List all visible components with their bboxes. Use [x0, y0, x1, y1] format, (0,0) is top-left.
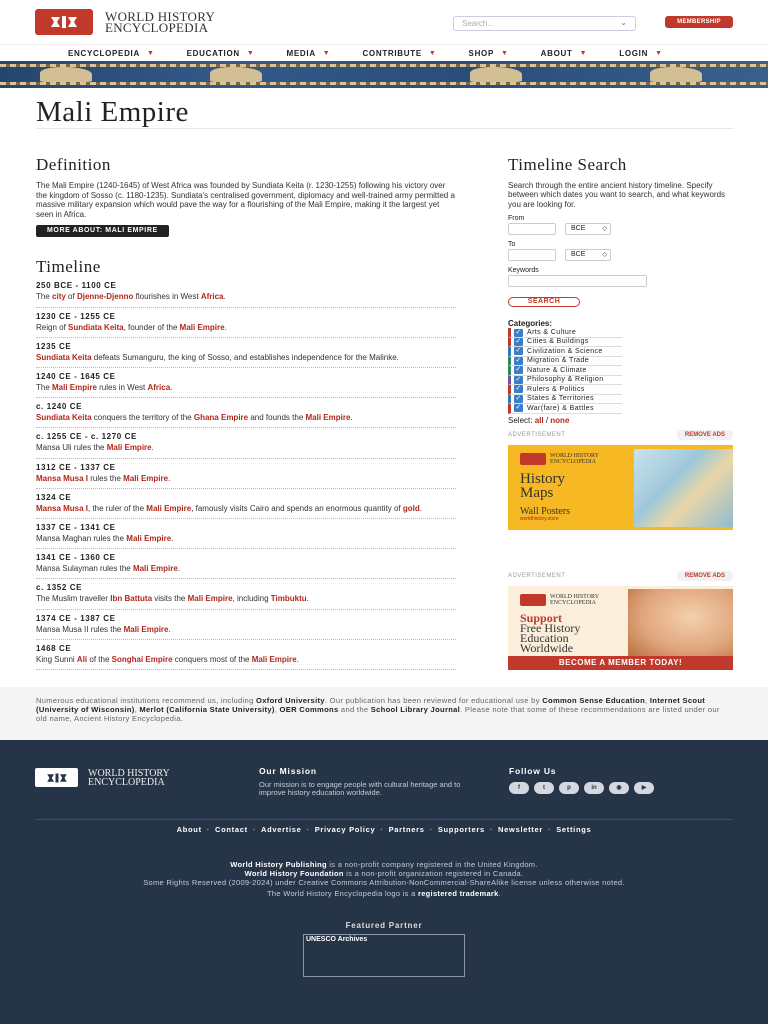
timeline-entry [36, 523, 456, 549]
ad-logo: WORLD HISTORY ENCYCLOPEDIA [520, 594, 599, 606]
category-label: War(fare) & Battles [527, 404, 594, 412]
caret-down-icon: ▼ [246, 49, 255, 57]
timeline-description: The Muslim traveller Ibn Battuta visits the Mali Empire, including Timbuktu. [36, 594, 309, 604]
from-label: From [508, 215, 525, 223]
category-label: Nature & Climate [527, 366, 587, 374]
timeline-description: Mansa Sulayman rules the Mali Empire. [36, 564, 181, 574]
timeline-link[interactable]: Mali Empire [146, 503, 192, 513]
separator: · [380, 825, 384, 834]
rec-link[interactable]: Oxford University [256, 696, 325, 705]
banner-animal [210, 67, 262, 82]
category-checkbox[interactable] [508, 404, 622, 413]
to-label: To [508, 241, 516, 249]
timeline-link[interactable]: Sundiata Keita [36, 352, 92, 362]
timeline-description: The Mali Empire rules in West Africa. [36, 382, 173, 392]
category-checkbox[interactable] [508, 338, 622, 347]
nav-about[interactable]: ABOUT ▼ [540, 48, 588, 58]
rec-link[interactable]: Internet Scout (University of Wisconsin) [36, 696, 706, 714]
recommendations-text: Numerous educational institutions recommend us, including Oxford University. Our publication has been reviewed for educational use by Common Sense Education, Internet Scout (University of Wisconsin), Merlot (California State University), OER Commons and the School Library Journal. Please note that some of these recommendations are listed under our old name, Ancient History Encyclopedia. [0, 687, 768, 740]
footer-logo[interactable]: WORLD HISTORY ENCYCLOPEDIA [35, 768, 170, 787]
footer-link[interactable]: Newsletter [498, 825, 543, 834]
timeline-link[interactable]: Ali [76, 654, 88, 664]
timeline-search-button[interactable]: SEARCH [508, 297, 580, 307]
timeline-entry [36, 342, 456, 368]
timeline-description: Mansa Uli rules the Mali Empire. [36, 443, 154, 453]
footer-link[interactable]: Advertise [261, 825, 302, 834]
checkbox-checked-icon: ✓ [515, 328, 522, 336]
caret-down-icon: ▼ [428, 49, 437, 57]
timeline-entry [36, 614, 456, 640]
main-content [36, 155, 456, 673]
banner-animal [470, 67, 522, 82]
timeline-link[interactable]: Mali Empire [106, 443, 152, 453]
timeline-link[interactable]: Mali Empire [305, 413, 351, 423]
history-maps-ad[interactable] [508, 445, 733, 530]
timeline-date: 1312 CE - 1337 CE [36, 462, 116, 472]
timeline-date: c. 1240 CE [36, 402, 83, 412]
separator: · [547, 825, 552, 834]
featured-partner-heading: Featured Partner [345, 921, 423, 930]
keywords-input[interactable] [508, 275, 647, 287]
sidebar [508, 155, 733, 670]
featured-partner-box[interactable]: UNESCO Archives [303, 934, 465, 977]
timeline-link[interactable]: Mansa Musa I [36, 473, 89, 483]
nav-login[interactable]: LOGIN ▼ [619, 48, 663, 58]
timeline-description: Mansa Musa II rules the Mali Empire. [36, 624, 171, 634]
timeline-link[interactable]: Sundiata Keita [68, 322, 124, 332]
footer-link[interactable]: Privacy Policy [314, 825, 376, 834]
nav-education[interactable]: EDUCATION ▼ [186, 48, 255, 58]
advertisement-label: ADVERTISEMENT [508, 572, 566, 579]
footer-link[interactable]: Settings [556, 825, 592, 834]
timeline-link[interactable]: city [52, 292, 66, 302]
divider [35, 819, 733, 820]
timeline-entry [36, 583, 456, 609]
follow-us: Follow Us f t p in ◉ ▶ [509, 766, 659, 794]
timeline-entry [36, 644, 456, 670]
timeline-description: The city of Djenne-Djenno flourishes in West Africa. [36, 292, 226, 302]
timeline-link[interactable]: Africa [147, 382, 171, 392]
nav-encyclopedia[interactable]: ENCYCLOPEDIA ▼ [68, 48, 155, 58]
timeline-date: c. 1255 CE - c. 1270 CE [36, 432, 137, 442]
timeline-entry [36, 402, 456, 428]
timeline-search-heading: Timeline Search [508, 155, 627, 174]
checkbox-checked-icon: ✓ [515, 394, 522, 402]
logo-mark-icon [35, 9, 93, 35]
timeline-list [36, 281, 456, 670]
timeline-date: 1341 CE - 1360 CE [36, 553, 116, 563]
rec-link[interactable]: Merlot (California State University) [139, 704, 275, 714]
remove-ads-button[interactable]: REMOVE ADS [677, 571, 733, 581]
timeline-date: 1374 CE - 1387 CE [36, 613, 116, 623]
trademark-link[interactable]: registered trademark [417, 889, 499, 898]
nav-media[interactable]: MEDIA ▼ [286, 48, 331, 58]
timeline-link[interactable]: Mali Empire [132, 564, 178, 574]
rec-link[interactable]: Common Sense Education [542, 696, 646, 705]
timeline-link[interactable]: Ghana Empire [193, 413, 249, 423]
footer-link[interactable]: Partners [388, 825, 425, 834]
checkbox-checked-icon: ✓ [515, 337, 522, 345]
our-mission: Our Mission Our mission is to engage people with cultural heritage and to improve history education worldwide. [259, 766, 461, 798]
definition-text: The Mali Empire (1240-1645) of West Africa was founded by Sundiata Keita (r. 1230-1255) following his victory over the kingdom of Sosso (c. 1180-1235). Sundiata's centralised government, diplomacy and well-trained army permitted a massive military expansion which would pave the way for a flourishing of the Mali Empire, making it the largest yet seen in Africa. [36, 181, 455, 219]
timeline-entry [36, 372, 456, 398]
maps-image [634, 449, 733, 527]
footer-link[interactable]: About [176, 825, 202, 834]
timeline-date: 1230 CE - 1255 CE [36, 311, 116, 321]
pinterest-icon[interactable]: p [559, 782, 579, 794]
timeline-link[interactable]: Mali Empire [52, 382, 97, 392]
footer-link[interactable]: Contact [214, 825, 248, 834]
category-checkbox[interactable] [508, 328, 622, 337]
category-label: Rulers & Politics [527, 385, 585, 393]
footer-links [0, 825, 768, 834]
separator: · [429, 825, 433, 834]
membership-button[interactable]: MEMBERSHIP [665, 16, 733, 28]
become-member-button[interactable]: BECOME A MEMBER TODAY! [508, 656, 733, 670]
timeline-date: c. 1352 CE [36, 583, 83, 593]
ad-url: worldhistory.store [520, 515, 559, 522]
facebook-icon[interactable]: f [509, 782, 529, 794]
membership-ad[interactable] [508, 586, 733, 670]
timeline-description: Mansa Maghan rules the Mali Empire. [36, 534, 174, 543]
timeline-link[interactable]: Mali Empire [179, 322, 225, 332]
select-none-link[interactable]: none [550, 415, 570, 425]
timeline-link[interactable]: Djenne-Djenno [76, 292, 134, 302]
select-all-link[interactable]: all [534, 415, 544, 425]
advertisement-label: ADVERTISEMENT [508, 431, 566, 438]
categories-label: Categories: [508, 319, 553, 329]
remove-ads-button[interactable]: REMOVE ADS [677, 430, 733, 440]
footer-link[interactable]: Supporters [437, 825, 485, 834]
timeline-entry [36, 493, 456, 519]
logo-text: WORLD HISTORY ENCYCLOPEDIA [105, 9, 216, 35]
site-logo[interactable] [35, 9, 215, 35]
logo-mark-icon [520, 453, 546, 465]
timeline-description: Reign of Sundiata Keita, founder of the Mali Empire. [36, 322, 227, 332]
timeline-entry [36, 553, 456, 579]
separator: · [206, 825, 210, 834]
separator: · [252, 825, 257, 834]
youtube-icon[interactable]: ▶ [634, 782, 654, 794]
from-year-input[interactable] [508, 223, 556, 235]
instagram-icon[interactable]: ◉ [609, 782, 629, 794]
timeline-link[interactable]: gold [402, 503, 420, 513]
keywords-label: Keywords [508, 267, 539, 275]
caret-down-icon: ▼ [322, 49, 331, 57]
category-checkbox[interactable] [508, 347, 622, 356]
ad-headline: History Maps [520, 470, 565, 501]
from-era-select[interactable]: BCE ◇ [565, 223, 611, 235]
twitter-icon[interactable]: t [534, 782, 554, 794]
timeline-search-description: Search through the entire ancient history timeline. Specify between which dates you want to search, and what keywords you are looking for. [508, 181, 726, 209]
timeline-date: 1468 CE [36, 643, 72, 653]
venus-painting-image [628, 589, 733, 659]
caret-down-icon: ▼ [146, 49, 155, 57]
timeline-link[interactable]: Africa [200, 292, 224, 302]
timeline-description: Mansa Musa I, the ruler of the Mali Empire, famously visits Cairo and spends an enormous quantity of gold. [36, 503, 422, 513]
timeline-link[interactable]: Mali Empire [123, 624, 169, 634]
more-about-button[interactable]: MORE ABOUT: MALI EMPIRE [36, 225, 169, 237]
logo-mark-icon [520, 594, 546, 606]
select-row: Select: all / none [508, 415, 570, 425]
timeline-entry [36, 432, 456, 458]
timeline-entry [36, 281, 456, 307]
caret-down-icon: ▼ [655, 49, 663, 57]
timeline-description: Sundiata Keita conquers the territory of the Ghana Empire and founds the Mali Empire. [36, 413, 353, 423]
category-checkbox[interactable] [508, 385, 622, 394]
timeline-date: 250 BCE - 1100 CE [36, 281, 117, 291]
main-nav [0, 44, 768, 61]
page-title: Mali Empire [36, 96, 189, 128]
to-year-input[interactable] [508, 249, 556, 261]
site-header [0, 0, 768, 44]
linkedin-icon[interactable]: in [584, 782, 604, 794]
timeline-link[interactable]: Mali Empire [187, 594, 233, 604]
timeline-link[interactable]: Songhai Empire [111, 654, 173, 664]
timeline-date: 1337 CE - 1341 CE [36, 523, 116, 532]
category-label: Philosophy & Religion [527, 376, 604, 384]
header-banner-image [0, 61, 768, 88]
category-label: Civilization & Science [527, 347, 603, 355]
banner-border [0, 64, 768, 67]
separator: · [489, 825, 494, 834]
separator: · [306, 825, 310, 834]
category-checkbox[interactable] [508, 376, 622, 385]
legal-text: World History Publishing is a non-profit company registered in the United Kingdom. World History Foundation is a non-profit organization registered in Canada. Some Rights Reserved (2009-2024) under Creative Commons Attribution-NonCommercial-ShareAlike license unless otherwise noted. The World History Encyclopedia logo is a registered trademark. [143, 860, 625, 898]
definition-heading: Definition [36, 155, 111, 174]
timeline-link[interactable]: Mansa Musa I [36, 503, 89, 513]
category-checkbox[interactable] [508, 366, 622, 375]
to-era-select[interactable]: BCE ◇ [565, 249, 611, 261]
nav-shop[interactable]: SHOP ▼ [468, 48, 509, 58]
category-label: States & Territories [527, 395, 595, 403]
rec-link[interactable]: OER Commons [279, 704, 339, 714]
divider [36, 128, 733, 129]
checkbox-checked-icon: ✓ [515, 356, 522, 364]
category-label: Arts & Culture [527, 329, 577, 336]
timeline-heading: Timeline [36, 257, 101, 277]
timeline-link[interactable]: Mali Empire [123, 473, 169, 483]
category-label: Migration & Trade [527, 357, 590, 365]
checkbox-checked-icon: ✓ [515, 366, 522, 374]
timeline-entry [36, 312, 456, 338]
rec-link[interactable]: School Library Journal [370, 704, 461, 714]
timeline-date: 1235 CE [36, 341, 72, 351]
timeline-date: 1240 CE - 1645 CE [36, 371, 116, 381]
timeline-link[interactable]: Mali Empire [251, 654, 297, 664]
ad-subtitle: Wall Posters [520, 505, 571, 517]
caret-down-icon: ▼ [579, 49, 588, 57]
category-checkbox[interactable] [508, 357, 622, 366]
timeline-entry [36, 463, 456, 489]
timeline-link[interactable]: Ibn Battuta [110, 594, 153, 604]
category-checkbox[interactable] [508, 395, 622, 404]
ad-logo: WORLD HISTORY ENCYCLOPEDIA [520, 453, 599, 465]
checkbox-checked-icon: ✓ [515, 347, 522, 355]
timeline-link[interactable]: Mali Empire [126, 534, 172, 543]
timeline-link[interactable]: Sundiata Keita [36, 413, 92, 423]
banner-animal [40, 67, 92, 82]
timeline-date: 1324 CE [36, 492, 72, 502]
category-label: Cities & Buildings [527, 338, 589, 346]
ad-headline: Support Free History Education Worldwide [520, 610, 581, 655]
timeline-description: King Sunni Ali of the Songhai Empire conquers most of the Mali Empire. [36, 654, 299, 664]
logo-mark-icon [35, 768, 78, 787]
nav-contribute[interactable]: CONTRIBUTE ▼ [362, 48, 437, 58]
site-footer [0, 740, 768, 1024]
checkbox-checked-icon: ✓ [515, 404, 522, 412]
caret-down-icon: ▼ [501, 49, 509, 57]
banner-border [0, 82, 768, 85]
chevron-down-icon: ⌄ [620, 18, 627, 27]
category-list [508, 328, 733, 413]
timeline-description: Mansa Musa I rules the Mali Empire. [36, 473, 171, 483]
timeline-description: Sundiata Keita defeats Sumanguru, the king of Sosso, and establishes independence for the Malinke. [36, 352, 399, 362]
search-input[interactable]: Search... ⌄ [453, 16, 636, 31]
banner-animal [650, 67, 702, 82]
checkbox-checked-icon: ✓ [515, 385, 522, 393]
timeline-link[interactable]: Timbuktu [270, 594, 307, 604]
checkbox-checked-icon: ✓ [515, 375, 522, 383]
